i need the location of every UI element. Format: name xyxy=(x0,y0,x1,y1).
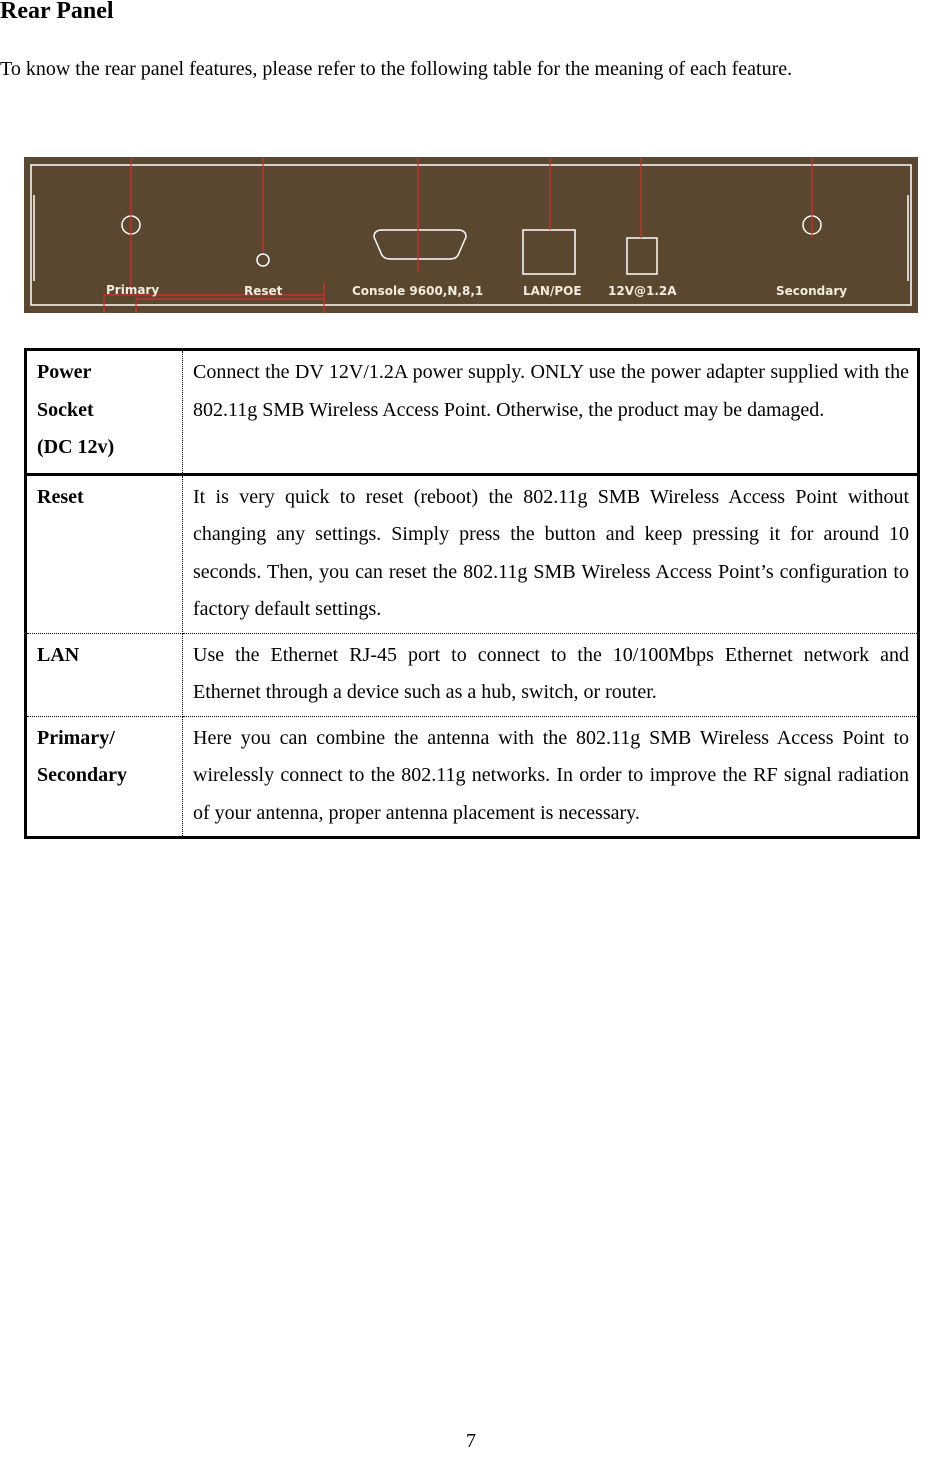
feature-name-cell xyxy=(26,474,183,633)
feature-description: Here you can combine the antenna with the 802.11g SMB Wireless Access Point to wirelessly connect to the 802.11g networks. In order to improve the RF signal radiation of your antenna, proper antenna placement is necessary. xyxy=(193,726,909,824)
label-power: 12V@1.2A xyxy=(608,284,677,298)
label-console: Console 9600,N,8,1 xyxy=(352,284,484,298)
feature-name-line: Socket xyxy=(37,398,94,421)
label-lan: LAN/POE xyxy=(523,284,582,298)
table-row xyxy=(26,350,919,475)
rear-panel-illustration xyxy=(24,157,918,313)
table-row xyxy=(26,474,919,633)
rear-panel-drawing xyxy=(24,157,918,313)
feature-name-line: (DC 12v) xyxy=(37,436,115,458)
label-reset: Reset xyxy=(244,284,283,298)
feature-name-line: LAN xyxy=(37,643,80,666)
feature-name-cell xyxy=(26,350,183,475)
intro-paragraph: To know the rear panel features, please refer to the following table for the meaning of each feature. xyxy=(0,58,793,80)
feature-name-line: Primary/ xyxy=(37,726,115,749)
feature-name-line: Reset xyxy=(37,485,84,508)
feature-table xyxy=(24,348,920,839)
page-heading: Rear Panel xyxy=(0,0,114,24)
feature-name-line: Secondary xyxy=(37,764,127,786)
feature-name-cell xyxy=(26,716,183,838)
table-row xyxy=(26,633,919,716)
table-row xyxy=(26,716,919,838)
label-secondary: Secondary xyxy=(776,284,848,298)
feature-name-cell xyxy=(26,633,183,716)
label-primary: Primary xyxy=(106,283,160,297)
feature-description: Connect the DV 12V/1.2A power supply. ONLY use the power adapter supplied with the 802.11g SMB Wireless Access Point. Otherwise, the product may be damaged. xyxy=(183,350,919,475)
feature-description: Use the Ethernet RJ-45 port to connect to the 10/100Mbps Ethernet network and Ethernet through a device such as a hub, switch, or router. xyxy=(183,633,919,716)
feature-description: It is very quick to reset (reboot) the 802.11g SMB Wireless Access Point without changing any settings. Simply press the button and keep pressing it for around 10 seconds. Then, you can reset the 802.11g SMB Wireless Access Point’s configuration to factory default settings. xyxy=(183,474,919,633)
page-number: 7 xyxy=(466,1430,476,1452)
feature-name-line: Power xyxy=(37,361,92,383)
